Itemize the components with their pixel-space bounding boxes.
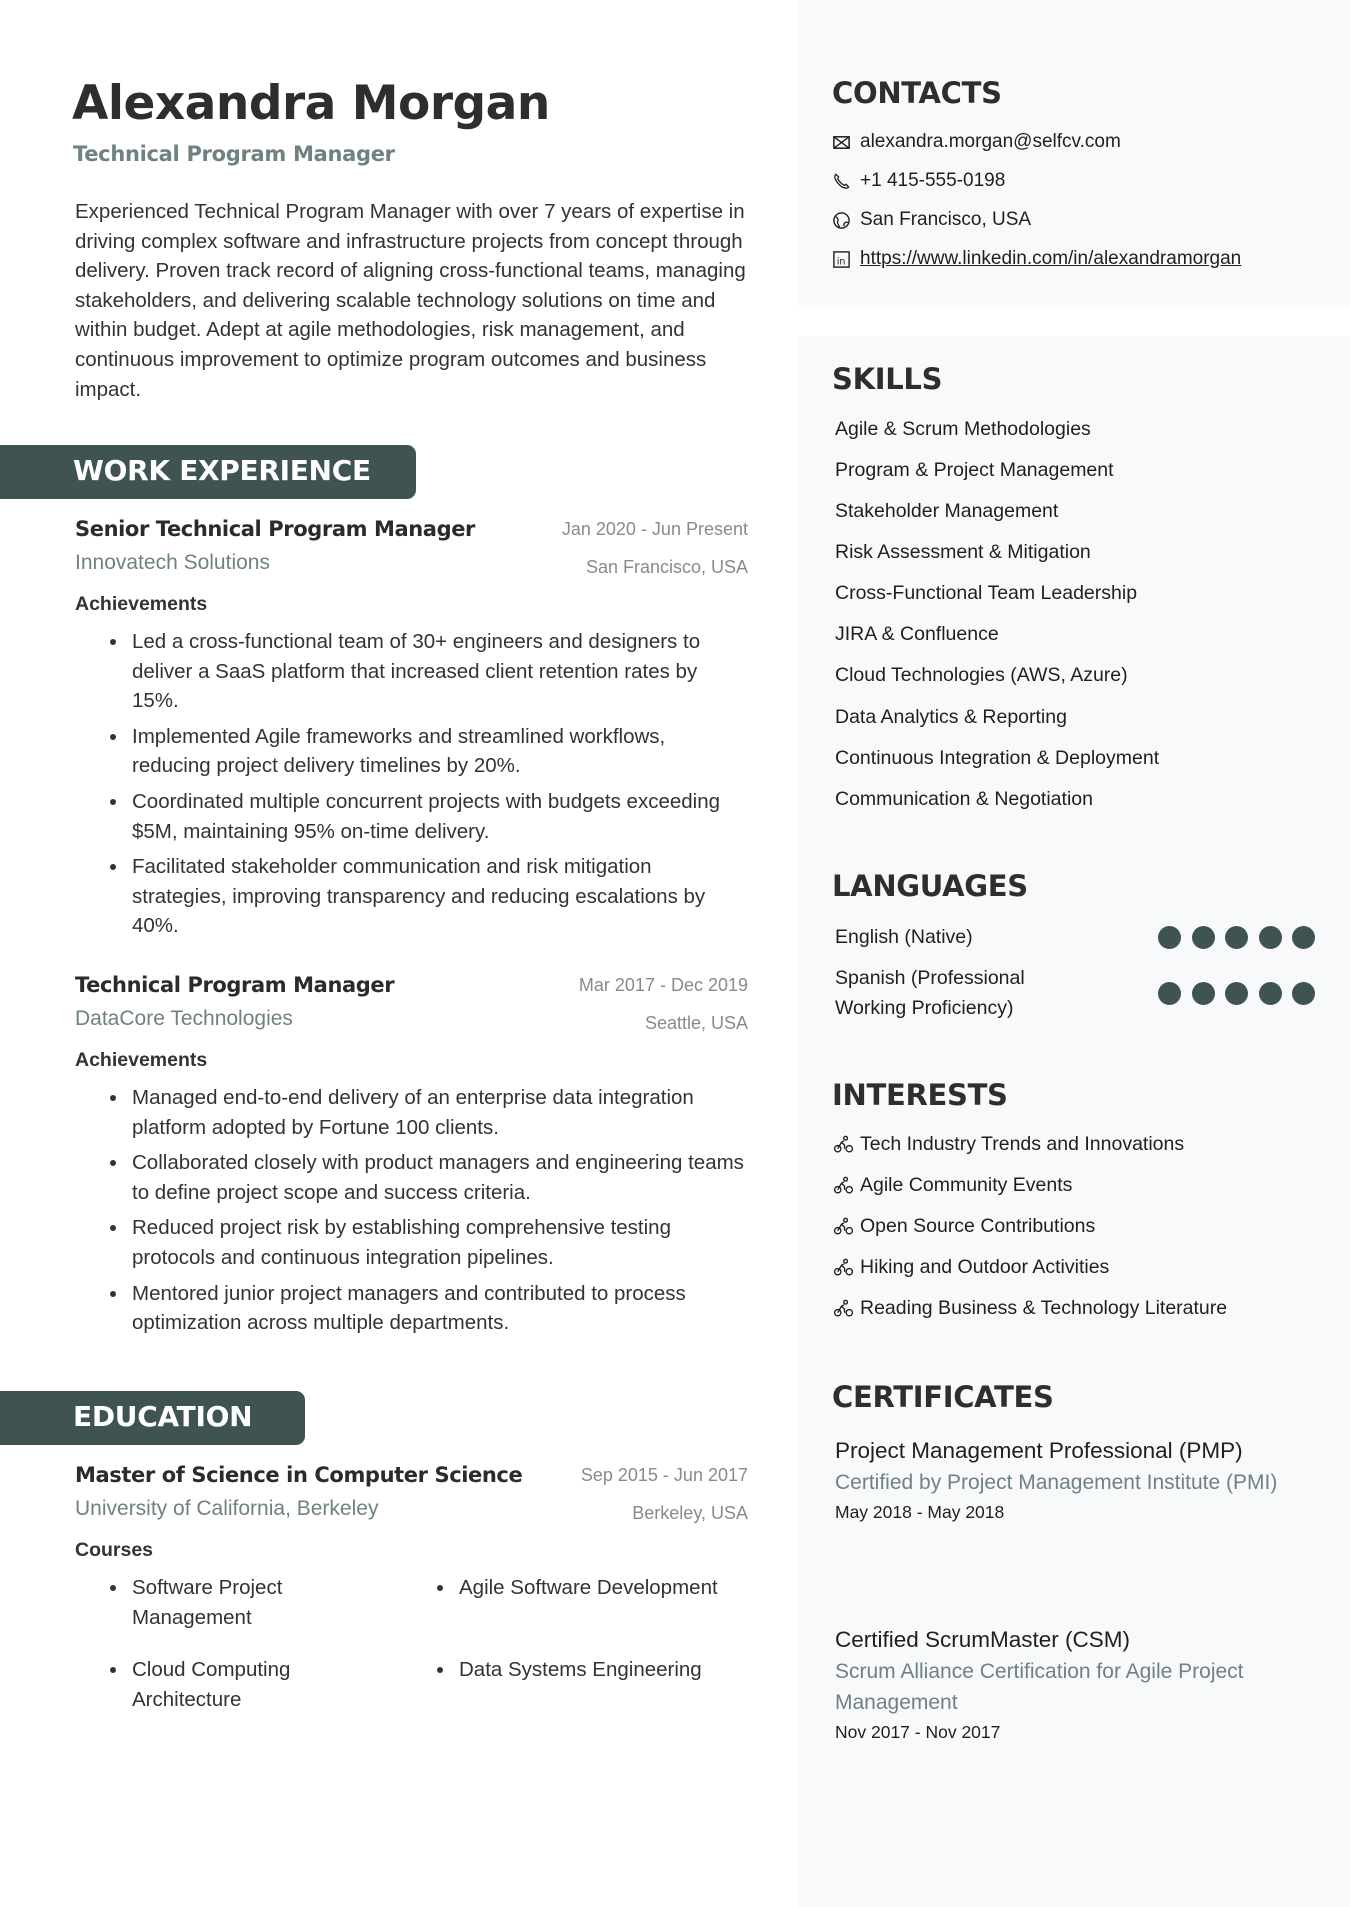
course-item: Software Project Management xyxy=(132,1573,372,1632)
interest-item xyxy=(833,1133,1184,1156)
certificate-name: Project Management Professional (PMP) xyxy=(835,1438,1243,1463)
education-heading-band xyxy=(0,1391,305,1445)
achievement-item: Facilitated stakeholder communication and risk mitigation strategies, improving transparency and reducing escalations by 40%. xyxy=(132,852,748,941)
proficiency-dot xyxy=(1158,926,1181,949)
proficiency-dot xyxy=(1259,982,1282,1005)
achievements-label: Achievements xyxy=(75,1049,208,1071)
proficiency-dot xyxy=(1259,926,1282,949)
contact-linkedin xyxy=(832,248,1241,270)
proficiency-dot xyxy=(1225,926,1248,949)
certificate-dates: Nov 2017 - Nov 2017 xyxy=(835,1722,1001,1742)
proficiency-dots xyxy=(1158,926,1315,949)
phone-icon xyxy=(832,172,851,191)
achievements-list xyxy=(132,627,748,947)
skill-item: Program & Project Management xyxy=(835,459,1114,481)
interest-item xyxy=(833,1174,1072,1197)
sidebar xyxy=(798,0,1350,1907)
certificate-dates: May 2018 - May 2018 xyxy=(835,1502,1005,1522)
skill-item: Continuous Integration & Deployment xyxy=(835,747,1160,769)
location-text: San Francisco, USA xyxy=(860,209,1032,230)
svg-text:in: in xyxy=(836,255,846,267)
languages-heading: LANGUAGES xyxy=(832,869,1028,903)
achievement-item: Led a cross-functional team of 30+ engineers and designers to deliver a SaaS platform that increased client retention rates by 15%. xyxy=(132,627,748,716)
interest-label: Tech Industry Trends and Innovations xyxy=(860,1133,1185,1155)
language-name: Spanish (Professional Working Proficiency) xyxy=(835,967,1025,1019)
job-location: San Francisco, USA xyxy=(585,557,748,577)
skill-item: Risk Assessment & Mitigation xyxy=(835,541,1091,563)
linkedin-link[interactable]: https://www.linkedin.com/in/alexandramorgan xyxy=(860,248,1242,269)
envelope-icon xyxy=(832,133,851,152)
job-dates: Mar 2017 - Dec 2019 xyxy=(578,975,748,995)
job-title: Technical Program Manager xyxy=(73,142,395,166)
interests-heading: INTERESTS xyxy=(832,1078,1008,1112)
skills-heading: SKILLS xyxy=(832,362,943,396)
job-role: Senior Technical Program Manager xyxy=(75,517,476,541)
achievement-item: Mentored junior project managers and contributed to process optimization across multiple departments. xyxy=(132,1279,748,1338)
company-name: Innovatech Solutions xyxy=(75,551,270,574)
contact-email xyxy=(832,131,1121,153)
skill-item: Cross-Functional Team Leadership xyxy=(835,582,1138,604)
job-location: Seattle, USA xyxy=(644,1013,748,1033)
cyclist-icon xyxy=(833,1175,854,1196)
proficiency-dot xyxy=(1192,982,1215,1005)
courses-label: Courses xyxy=(75,1539,154,1561)
achievement-item: Collaborated closely with product managers and engineering teams to define project scope and success criteria. xyxy=(132,1148,748,1207)
interest-item xyxy=(833,1297,1227,1320)
certificate-name: Certified ScrumMaster (CSM) xyxy=(835,1627,1131,1652)
achievement-item: Coordinated multiple concurrent projects with budgets exceeding $5M, maintaining 95% on-time delivery. xyxy=(132,787,748,846)
profile-summary: Experienced Technical Program Manager with over 7 years of expertise in driving complex software and infrastructure projects from concept through delivery. Proven track record of aligning cross-functional teams, managing stakeholders, and delivering scalable technology solutions on time and within budget. Adept at agile methodologies, risk management, and continuous improvement to optimize program outcomes and business impact. xyxy=(75,200,746,401)
contact-phone xyxy=(832,170,1005,192)
language-name: English (Native) xyxy=(835,926,973,948)
interest-label: Agile Community Events xyxy=(860,1174,1073,1196)
proficiency-dot xyxy=(1158,982,1181,1005)
certificate-issuer: Scrum Alliance Certification for Agile Project Management xyxy=(835,1660,1244,1714)
linkedin-icon xyxy=(832,250,851,269)
school-name: University of California, Berkeley xyxy=(75,1497,379,1520)
cyclist-icon xyxy=(833,1216,854,1237)
skill-item: Communication & Negotiation xyxy=(835,788,1093,810)
cyclist-icon xyxy=(833,1134,854,1155)
education-dates: Sep 2015 - Jun 2017 xyxy=(580,1465,748,1485)
proficiency-dot xyxy=(1225,982,1248,1005)
language-row xyxy=(835,964,1315,1023)
proficiency-dot xyxy=(1192,926,1215,949)
skill-item: JIRA & Confluence xyxy=(835,623,999,645)
certificate-item xyxy=(835,1623,1305,1746)
job-dates: Jan 2020 - Jun Present xyxy=(561,519,748,539)
certificate-item xyxy=(835,1434,1305,1526)
interest-item xyxy=(833,1256,1109,1279)
interest-label: Hiking and Outdoor Activities xyxy=(860,1256,1110,1278)
achievement-item: Reduced project risk by establishing comprehensive testing protocols and continuous integration pipelines. xyxy=(132,1213,748,1272)
company-name: DataCore Technologies xyxy=(75,1007,293,1030)
achievements-label: Achievements xyxy=(75,593,208,615)
proficiency-dots xyxy=(1158,982,1315,1005)
contacts-heading: CONTACTS xyxy=(832,76,1002,110)
school-location: Berkeley, USA xyxy=(632,1503,748,1523)
skill-item: Data Analytics & Reporting xyxy=(835,706,1067,728)
work-experience-heading-band xyxy=(0,445,416,499)
skill-item: Stakeholder Management xyxy=(835,500,1059,522)
contact-location xyxy=(832,209,1031,231)
globe-icon xyxy=(832,211,851,230)
candidate-name: Alexandra Morgan xyxy=(72,76,550,131)
certificates-heading: CERTIFICATES xyxy=(832,1380,1054,1414)
certificate-issuer: Certified by Project Management Institute (PMI) xyxy=(835,1471,1278,1494)
course-item: Data Systems Engineering xyxy=(459,1655,759,1685)
proficiency-dot xyxy=(1292,926,1315,949)
proficiency-dot xyxy=(1292,982,1315,1005)
interest-label: Open Source Contributions xyxy=(860,1215,1096,1237)
work-experience-heading: WORK EXPERIENCE xyxy=(73,454,371,487)
education-heading: EDUCATION xyxy=(73,1400,253,1433)
degree-name: Master of Science in Computer Science xyxy=(75,1463,523,1487)
sidebar-section-divider xyxy=(798,307,1350,336)
cyclist-icon xyxy=(833,1257,854,1278)
job-role: Technical Program Manager xyxy=(75,973,395,997)
interest-label: Reading Business & Technology Literature xyxy=(860,1297,1228,1319)
achievements-list xyxy=(132,1083,748,1344)
interest-item xyxy=(833,1215,1095,1238)
course-item: Cloud Computing Architecture xyxy=(132,1655,372,1714)
skill-item: Cloud Technologies (AWS, Azure) xyxy=(835,664,1128,686)
language-row xyxy=(835,923,1315,953)
achievement-item: Implemented Agile frameworks and streamlined workflows, reducing project delivery timelines by 20%. xyxy=(132,722,748,781)
email-link[interactable]: alexandra.morgan@selfcv.com xyxy=(860,131,1121,152)
achievement-item: Managed end-to-end delivery of an enterprise data integration platform adopted by Fortune 100 clients. xyxy=(132,1083,748,1142)
phone-number[interactable]: +1 415-555-0198 xyxy=(860,170,1006,191)
cyclist-icon xyxy=(833,1298,854,1319)
course-item: Agile Software Development xyxy=(459,1573,759,1603)
skill-item: Agile & Scrum Methodologies xyxy=(835,418,1091,440)
